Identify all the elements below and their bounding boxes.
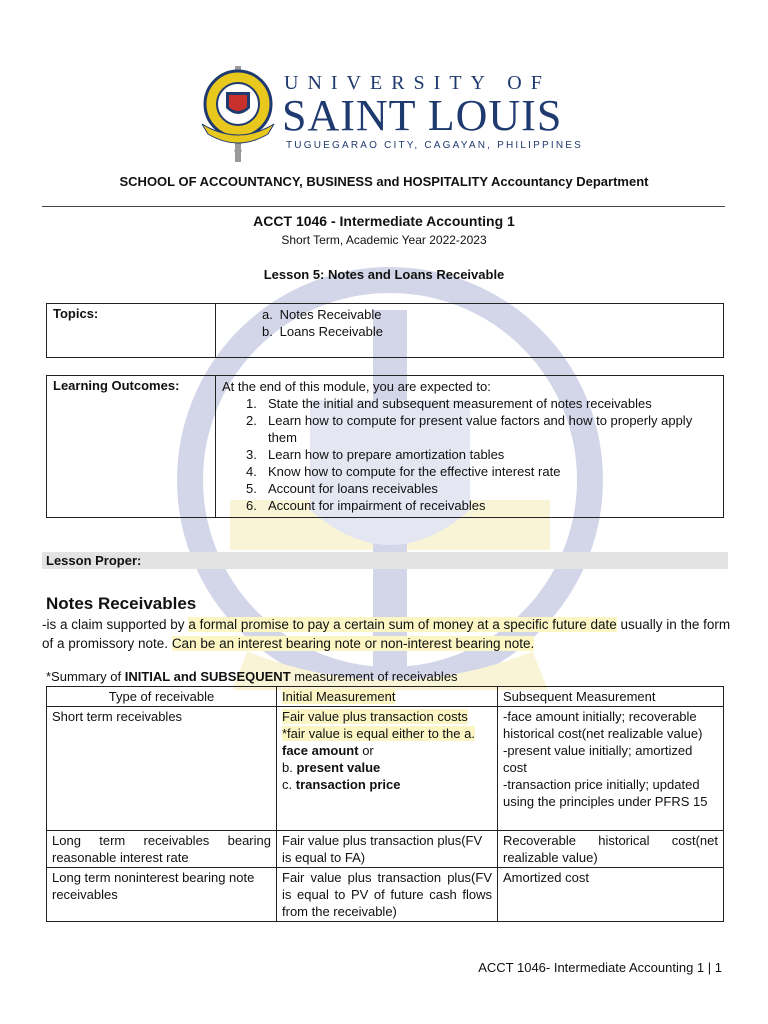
table-header-row — [47, 687, 724, 707]
university-logo — [198, 64, 584, 164]
header-subsequent: Subsequent Measurement — [498, 687, 724, 707]
school-name: SCHOOL OF ACCOUNTANCY, BUSINESS and HOSPITALITY Accountancy Department — [119, 174, 649, 189]
list-item: 4. Know how to compute for the effective interest rate — [246, 464, 561, 479]
learning-outcomes-label: Learning Outcomes: — [47, 376, 216, 518]
list-item: 1. State the initial and subsequent measurement of notes receivables — [246, 396, 652, 411]
topics-list — [222, 306, 717, 340]
learning-outcomes-cell — [216, 376, 724, 518]
list-item: 2. Learn how to compute for present value factors and how to properly apply them — [246, 413, 693, 445]
list-item: 6. Account for impairment of receivables — [246, 498, 486, 513]
table-row: Short term receivables Fair value plus transaction costs *fair value is equal either to the a. face amount or b. present value c. transaction price -face amount initially; recoverable historical cost(net realizable value) -present value initially; amortized cost -transaction price initially; updated using the principles under PFRS 15 — [47, 707, 724, 831]
table-row: Long term noninterest bearing note receivables Fair value plus transaction plus(FV is equal to PV of future cash flows from the receivable) Amortized cost — [47, 868, 724, 922]
list-item: b. Loans Receivable — [262, 324, 383, 339]
notes-receivables-title: Notes Receivables — [46, 594, 197, 613]
header-type: Type of receivable — [47, 687, 277, 707]
university-seal-icon — [198, 64, 278, 164]
summary-caption: *Summary of INITIAL and SUBSEQUENT measurement of receivables — [46, 669, 458, 684]
university-name-line2: SAINT LOUIS — [282, 91, 563, 140]
list-item: 3. Learn how to prepare amortization tables — [246, 447, 505, 462]
university-location: TUGUEGARAO CITY, CAGAYAN, PHILIPPINES — [286, 140, 584, 151]
page-footer: ACCT 1046- Intermediate Accounting 1 | 1 — [478, 960, 722, 975]
university-name-line1: UNIVERSITY OF — [284, 72, 551, 94]
header-initial: Initial Measurement — [277, 687, 498, 707]
outcomes-intro: At the end of this module, you are expected to: — [222, 379, 491, 394]
topics-table — [46, 303, 724, 358]
table-row: Long term receivables bearing reasonable interest rate Fair value plus transaction plus(FV is equal to FA) Recoverable historical cost(net realizable value) — [47, 831, 724, 868]
learning-outcomes-table — [46, 375, 724, 518]
lesson-proper-bar — [42, 552, 728, 569]
outcomes-list — [222, 395, 717, 514]
list-item: 5. Account for loans receivables — [246, 481, 438, 496]
course-term: Short Term, Academic Year 2022-2023 — [281, 233, 487, 247]
lesson-proper-heading: Lesson Proper: — [46, 553, 142, 568]
list-item: a. Notes Receivable — [262, 307, 382, 322]
lesson-title: Lesson 5: Notes and Loans Receivable — [263, 267, 505, 282]
topics-cell — [216, 304, 724, 358]
topics-label: Topics: — [47, 304, 216, 358]
measurement-summary-table — [46, 686, 724, 922]
course-title: ACCT 1046 - Intermediate Accounting 1 — [253, 213, 515, 229]
header-divider — [42, 206, 725, 207]
notes-receivables-definition: -is a claim supported by a formal promise to pay a certain sum of money at a specific future date usually in the form of a promissory note. Can be an interest bearing note or non-interest bearing note. — [42, 617, 731, 651]
